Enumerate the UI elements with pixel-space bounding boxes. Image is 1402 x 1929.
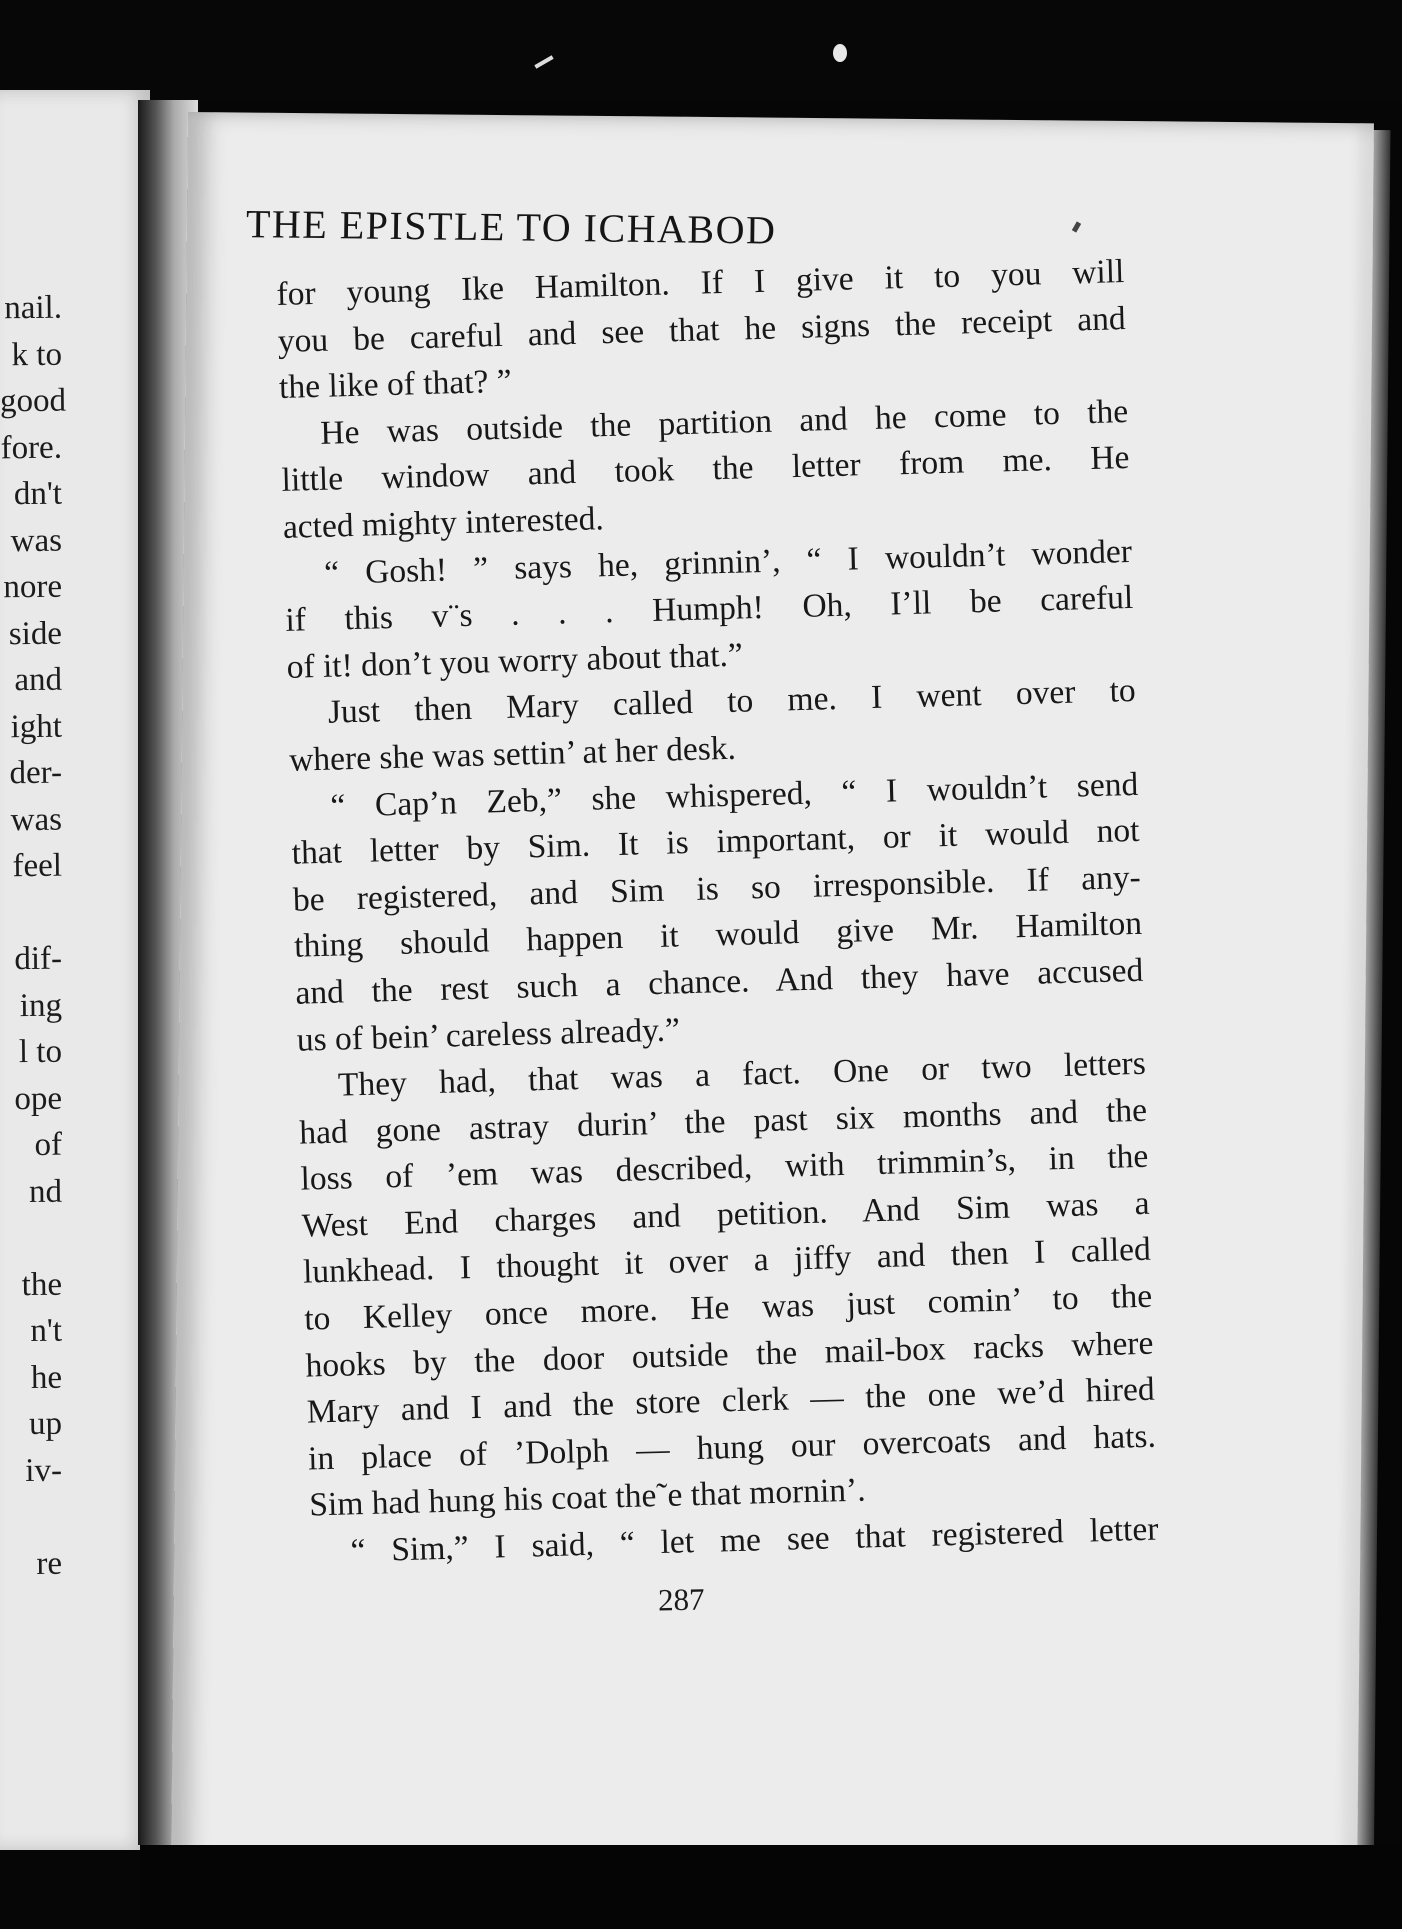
left-page-fragment: good <box>0 382 67 420</box>
left-page-fragment: of <box>34 1126 63 1163</box>
left-page-fragment: the <box>21 1266 63 1303</box>
left-page-fragment <box>0 894 62 895</box>
text-line: They had, that was a fact. One or two letters <box>337 1044 1147 1104</box>
left-page-fragment: re <box>36 1545 63 1582</box>
text-line: acted mighty interested. <box>282 500 605 546</box>
text-line: of it! don’t you worry about that.” <box>286 636 744 686</box>
left-page-fragment: fore. <box>0 429 63 466</box>
left-page-fragment: n't <box>30 1312 63 1350</box>
left-page <box>0 90 150 1850</box>
text-line: to Kelley once more. He was just comin’ to the <box>303 1277 1153 1338</box>
left-page-fragment: nore <box>3 568 63 606</box>
left-page-fragment: up <box>28 1405 63 1443</box>
text-line: “ Sim,” I said, “ let me see that registered letter <box>350 1510 1159 1570</box>
page-number: 287 <box>657 1581 705 1618</box>
text-line: Just then Mary called to me. I went over to <box>327 672 1137 732</box>
text-line: lunkhead. I thought it over a jiffy and then I called <box>302 1231 1152 1292</box>
scan-background-top <box>0 0 1402 100</box>
left-page-fragment: dif- <box>14 940 63 978</box>
left-page-fragment: ope <box>14 1080 63 1117</box>
text-line: for young Ike Hamilton. If I give it to you will <box>276 253 1125 313</box>
text-line: thing should happen it would give Mr. Hamilton <box>293 905 1143 966</box>
text-line: you be careful and see that he signs the receipt and <box>277 299 1127 360</box>
text-line: “ Gosh! ” says he, grinnin’, “ I wouldn’t wonder <box>323 532 1133 592</box>
text-line: had gone astray durin’ the past six months and the <box>298 1091 1148 1152</box>
text-line: in place of ’Dolph — hung our overcoats and hats. <box>307 1417 1157 1478</box>
text-line: West End charges and petition. And Sim was a <box>301 1184 1151 1245</box>
left-page-fragment: feel <box>12 847 63 885</box>
scan-background-bottom <box>140 1845 1402 1929</box>
left-page-fragment: iv- <box>25 1452 63 1489</box>
body-text <box>276 249 1159 1576</box>
left-page-fragment <box>0 1499 62 1500</box>
text-line: be registered, and Sim is so irresponsible. If any- <box>292 858 1142 919</box>
text-line: and the rest such a chance. And they have accused <box>295 951 1144 1012</box>
scan-speck <box>833 44 847 62</box>
left-page-fragment: ight <box>10 708 63 745</box>
text-line: that letter by Sim. It is important, or it would not <box>291 811 1140 872</box>
left-page-fragment: dn't <box>13 475 63 513</box>
left-page-fragment: nd <box>28 1173 63 1210</box>
text-line: Sim had hung his coat the˜e that mornin’. <box>308 1471 867 1524</box>
left-page-fragment: was <box>10 801 63 838</box>
text-line: if this v¨s . . . Humph! Oh, I’ll be careful <box>284 579 1134 640</box>
text-line: loss of ’em was described, with trimmin’s, in the <box>300 1138 1149 1198</box>
text-line: us of bein’ careless already.” <box>296 1010 681 1059</box>
text-line: hooks by the door outside the mail-box racks where <box>305 1324 1154 1385</box>
left-page-fragment: k to <box>11 336 63 373</box>
left-page-fragment: was <box>10 522 63 559</box>
left-page-fragment: ing <box>19 987 63 1024</box>
running-head: THE EPISTLE TO ICHABOD <box>245 201 777 253</box>
left-page-fragment: der- <box>9 754 63 792</box>
left-page-fragment: he <box>30 1359 63 1396</box>
left-page-fragment: nail. <box>4 289 63 327</box>
text-line: the like of that? ” <box>278 362 513 407</box>
text-line: where she was settin’ at her desk. <box>288 729 737 779</box>
left-page-fragment: side <box>8 615 63 652</box>
text-line: “ Cap’n Zeb,” she whispered, “ I wouldn’t send <box>329 765 1139 825</box>
text-line: little window and took the letter from me. He <box>281 439 1130 500</box>
left-page-fragment: l to <box>18 1033 63 1071</box>
text-line: He was outside the partition and he come to the <box>319 392 1129 452</box>
left-page-fragment <box>0 1220 62 1221</box>
left-page-fragment: and <box>14 661 63 699</box>
text-line: Mary and I and the store clerk — the one we’d hired <box>306 1370 1156 1431</box>
